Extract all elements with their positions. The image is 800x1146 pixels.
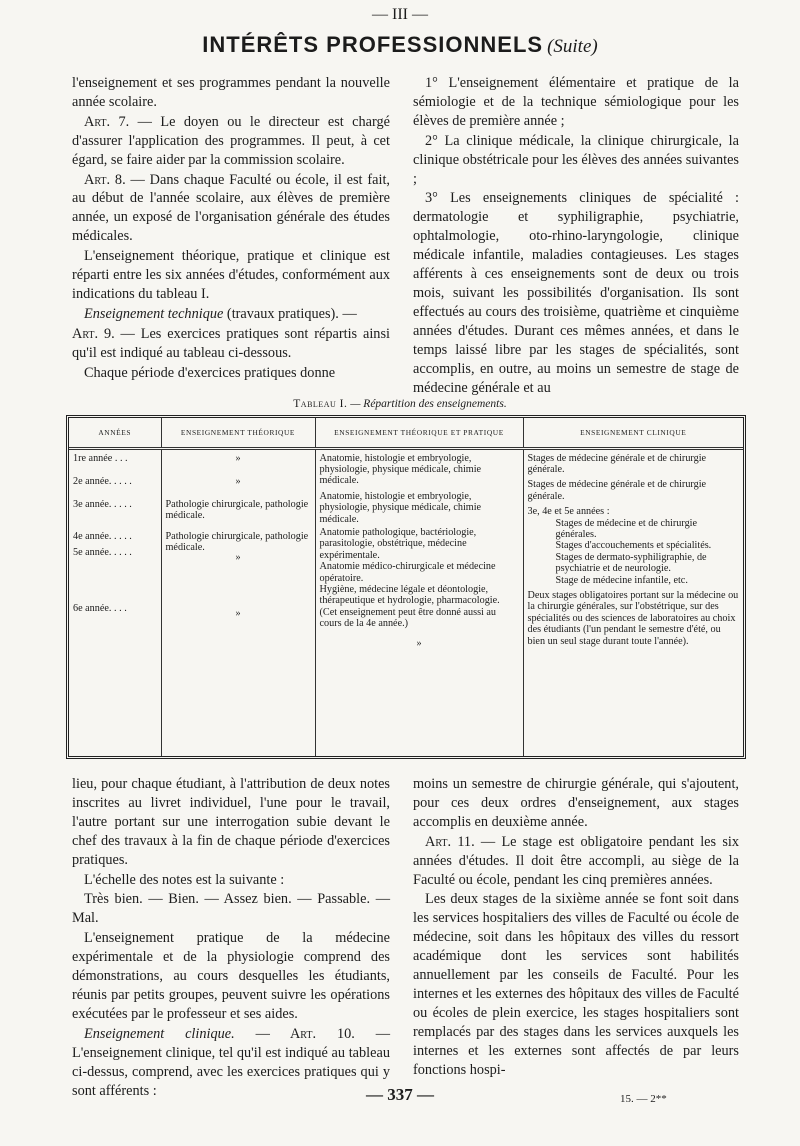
years-cell	[69, 448, 161, 756]
page-roman-numeral: — III —	[372, 6, 428, 23]
article-label: Art. 11.	[425, 833, 475, 850]
table	[69, 418, 743, 756]
clinique-y345-a: Stages de médecine et de chirurgie générales.	[555, 517, 698, 540]
italic-heading: Enseignement clinique.	[84, 1025, 235, 1042]
article-label: Art. 9.	[72, 325, 115, 342]
clinique-y345-c: Stages de dermato-syphiligraphie, de psychiatrie et de neurologie.	[555, 551, 707, 575]
year-6: 6e année. . . .	[73, 602, 127, 614]
paragraph: L'échelle des notes est la suivante :	[84, 871, 285, 888]
paragraph: 2° La clinique médicale, la clinique chirurgicale, la clinique obstétricale pour les élèves des années suivantes ;	[413, 132, 739, 187]
lower-right-column	[413, 775, 739, 1081]
article-text: — Les exercices pratiques sont répartis ainsi qu'il est indiqué au tableau ci-dessous.	[72, 325, 390, 361]
paragraph-art-9	[72, 325, 390, 363]
paragraph: moins un semestre de chirurgie générale, qui s'ajoutent, pour ces deux ordres d'enseignement, aux stages accomplis en deuxième année.	[413, 776, 739, 830]
lower-left-column	[72, 775, 390, 1101]
paragraph: L'enseignement théorique, pratique et clinique est réparti entre les six années d'études, conformément aux indications du tableau I.	[72, 248, 390, 302]
table-header-row	[69, 418, 743, 448]
theorique-cell	[161, 448, 315, 756]
clinique-y1: Stages de médecine générale et de chirurgie générale.	[527, 452, 707, 475]
year-1: 1re année . . .	[73, 452, 128, 464]
paragraph: Chaque période d'exercices pratiques donne	[84, 364, 336, 381]
article-text: — L'enseignement clinique, tel qu'il est indiqué au tableau ci-dessus, comprend, avec les exercices pratiques qui y sont afférents :	[72, 1025, 391, 1099]
clinique-cell	[523, 448, 743, 756]
tp-y4: Anatomie médico-chirurgicale et médecine opératoire.	[319, 561, 496, 584]
signature-mark: 15. — 2**	[620, 1093, 667, 1105]
year-4: 4e année. . . . .	[73, 530, 132, 542]
header-theorique-pratique: ENSEIGNEMENT THÉORIQUE ET PRATIQUE	[315, 418, 523, 448]
heading-text: (travaux pratiques). —	[223, 305, 357, 322]
clinique-y6: Deux stages obligatoires portant sur la médecine ou la chirurgie générales, sur l'obstétrique, sur des spécialités ou des sciences de laboratoires au choix des étudiants (l'un pendant le semestre d'été, ou bien un seul stage durant toute l'année).	[527, 589, 739, 647]
tp-y5: Hygiène, médecine légale et déontologie, thérapeutique et hydrologie, pharmacologie. (Cet enseignement peut être donné aussi au cours de la 4e année.)	[319, 583, 500, 630]
header-clinique: ENSEIGNEMENT CLINIQUE	[523, 418, 743, 448]
theorique-y1: »	[235, 452, 241, 464]
paragraph: L'enseignement pratique de la médecine expérimentale et de la physiologie comprend des démonstrations, au cours desquelles les étudiants, réunis par petits groupes, peuvent suivre les opérations exécutées par le professeur et ses aides.	[72, 930, 390, 1022]
paragraph: l'enseignement et ses programmes pendant la nouvelle année scolaire.	[72, 75, 390, 110]
year-3: 3e année. . . . .	[73, 498, 132, 510]
article-label: — Art. 10.	[234, 1025, 355, 1042]
tp-y1: Anatomie, histologie et embryologie, physiologie, physique médicale, chimie médicale.	[319, 452, 482, 487]
article-text: — Le stage est obligatoire pendant les six années d'études. Il doit être accompli, au siège de la Faculté ou école, pendant les cinq premières années.	[413, 833, 740, 888]
tp-y6: »	[416, 637, 422, 649]
theorique-y5: »	[235, 551, 241, 563]
paragraph-art-11	[413, 833, 739, 890]
paragraph: Les deux stages de la sixième année se font soit dans les services hospitaliers des villes de Faculté ou école de médecine, soit dans les hôpitaux des villes du ressort académique dont les services sont habilités annuellement par les conseils de Faculté. Pour les internes et les externes des hôpitaux des villes de Faculté ou écoles de plein exercice, les stages hospitaliers sont remplacés par des stages dans les services auxquels les internes et les externes sont affectés de par leurs fonctions hospi-	[413, 891, 739, 1078]
article-label: Art. 7.	[84, 113, 130, 130]
tp-y2: Anatomie, histologie et embryologie, physiologie, physique médicale, chimie médicale.	[319, 490, 482, 525]
subheading-enseignement-technique	[72, 305, 390, 324]
article-text: — Dans chaque Faculté ou école, il est fait, au début de l'année scolaire, aux élèves de première année, un exposé de l'organisation générale des études médicales.	[72, 171, 391, 245]
tp-y3: Anatomie pathologique, bactériologie, parasitologie, obstétrique, médecine expérimentale.	[319, 526, 477, 561]
clinique-y345-d: Stage de médecine infantile, etc.	[555, 574, 688, 586]
italic-heading: Enseignement technique	[84, 305, 224, 322]
paragraph-art-8	[72, 171, 390, 247]
upper-right-column	[413, 74, 739, 398]
theorique-pratique-cell	[315, 448, 523, 756]
paragraph: lieu, pour chaque étudiant, à l'attribution de deux notes inscrites au livret individuel, l'une pour le travail, l'autre portant sur une interrogation subie devant le chef des travaux à la fin de chaque période d'exercices pratiques.	[72, 776, 390, 868]
article-label: Art. 8.	[84, 171, 126, 188]
clinique-y345-b: Stages d'accouchements et spécialités.	[555, 540, 712, 552]
table-caption-text: — Répartition des enseignements.	[347, 398, 507, 410]
clinique-y2: Stages de médecine générale et de chirurgie générale.	[527, 479, 707, 502]
year-2: 2e année. . . . .	[73, 475, 132, 487]
paragraph: 3° Les enseignements cliniques de spécialité : dermatologie et syphiligraphie, psychiatrie, ophtalmologie, oto-rhino-laryngologie, clinique médicale infantile, maladies contagieuses. Les stages afférents à ces enseignements sont de deux ou trois mois, suivant les possibilités d'organisation. Ils sont effectués au cours des troisième, quatrième et cinquième années d'études. Durant ces mêmes années, et dans le temps laissé libre par les stages de spécialités, sont accomplis, en outre, au moins un semestre de stage de médecine générale et au	[413, 190, 739, 396]
theorique-y2: »	[235, 475, 241, 487]
table-caption-label: Tableau I.	[293, 398, 348, 410]
theorique-y6: »	[235, 607, 241, 619]
paragraph-art-7	[72, 113, 390, 170]
table-row	[69, 448, 743, 756]
year-5: 5e année. . . . .	[73, 546, 132, 558]
year-spacer	[73, 515, 157, 531]
header-annees: ANNÉES	[69, 418, 161, 448]
table-caption	[0, 398, 800, 410]
section-title	[0, 32, 800, 58]
clinique-y345-head: 3e, 4e et 5e années :	[527, 506, 610, 518]
theorique-y4: Pathologie chirurgicale, pathologie médicale.	[165, 530, 309, 554]
section-title-suite: (Suite)	[547, 36, 598, 57]
page-number: — 337 —	[366, 1085, 434, 1104]
paragraph: 1° L'enseignement élémentaire et pratique de la sémiologie et de la technique sémiologique pour les élèves de première année ;	[413, 75, 739, 129]
paragraph-grades: Très bien. — Bien. — Assez bien. — Passable. — Mal.	[72, 891, 390, 927]
upper-left-column	[72, 74, 390, 384]
article-text: — Le doyen ou le directeur est chargé d'assurer l'application des programmes. Il peut, à cet égard, se faire aider par la commission scolaire.	[72, 113, 390, 168]
theorique-y3: Pathologie chirurgicale, pathologie médicale.	[165, 498, 309, 521]
header-theorique: ENSEIGNEMENT THÉORIQUE	[161, 418, 315, 448]
repartition-table	[66, 415, 746, 759]
section-title-main: INTÉRÊTS PROFESSIONNELS	[202, 32, 544, 57]
